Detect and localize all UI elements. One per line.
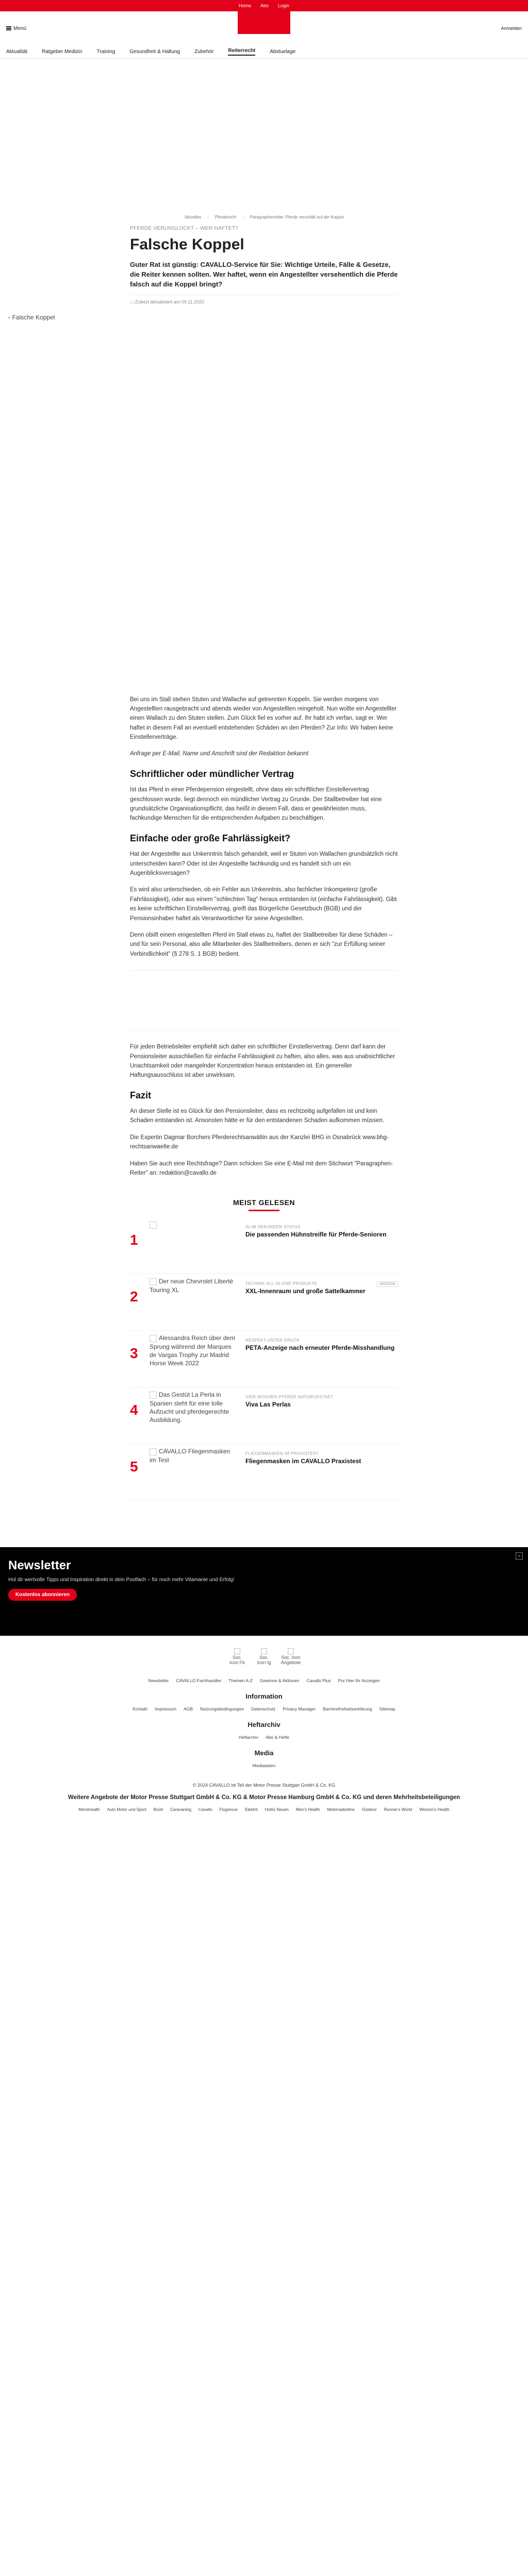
most-read-item[interactable] [130, 1334, 398, 1387]
body-paragraph: Für jeden Betriebsleiter empfiehlt sich daher ein schriftlicher Einstellervertrag. Denn darf kann der Pensionsleiter ausschließen für einfache Fahrlässigkeit zu haften, also alles, was aus unabsichtlicher Unachtsamkeit oder mangelnder Konzentration heraus entstanden ist. Ein genereller Haftungsausschluss ist aber unwirksam. [130, 1044, 395, 1079]
section-heading: Einfache oder große Fahrlässigkeit? [130, 833, 291, 843]
breadcrumb-separator: › [207, 214, 209, 219]
newsletter-subtitle: Hol dir wertvolle Tipps und Inspiration direkt in dein Postfach – für noch mehr Vitamanie und Erfolg! [8, 1577, 235, 1583]
footer-media-links [0, 1763, 528, 1768]
footer-link[interactable]: Barrierefreiheitserklärung [323, 1706, 372, 1712]
offer-link[interactable]: Women's Health [419, 1807, 450, 1812]
top-utility-bar [0, 0, 528, 11]
footer-link[interactable]: Kontakt [133, 1706, 148, 1712]
image-placeholder-icon [150, 1392, 157, 1399]
site-header [0, 11, 528, 45]
offer-link[interactable]: Runner's World [384, 1807, 412, 1812]
offer-link[interactable]: Men's Health [295, 1807, 320, 1812]
body-paragraph: Es wird also unterschieden, ob ein Fehler aus Unkenntnis, also fachlicher Inkompetenz (große Fahrlässigkeit), oder aus einem "schlechten Tag" heraus entstanden ist (einfache Fahrlässigkeit). Gibt es keine schriftlichen Einstellervertrag, greift das Bürgerliche Gesetzbuch (BGB) und der Pensionsinhaber haftet als Verantwortlicher für seine Angestellten. [130, 887, 397, 922]
footer-link[interactable]: CAVALLO Fachhandler [176, 1678, 222, 1684]
most-read-title: MEIST GELESEN [233, 1198, 295, 1207]
ad-slot-inline [130, 970, 398, 1031]
ad-slot-top [0, 59, 528, 213]
article-kicker: PFERDE VERUNGLÜCKT – WER HAFTET? [130, 226, 238, 231]
footer-link[interactable]: Newsletter [148, 1678, 169, 1684]
menu-button[interactable] [6, 26, 26, 31]
nav-item-abstuelage[interactable]: Abstuelage [270, 49, 296, 55]
most-read-thumbnail: CAVALLO Fliegenmasken im Test [150, 1448, 230, 1464]
most-read-section [130, 1198, 398, 1501]
offer-link[interactable]: Caravaning [170, 1807, 191, 1812]
body-paragraph: An dieser Stelle ist es Glück für den Pensionsleiter, dass es rechtzeitig aufgefallen ist und kein Schaden entstanden ist. Ansonsten hätte er für den entstandenen Schaden aufkommen müssen. [130, 1108, 384, 1124]
body-paragraph: Ist das Pferd in einer Pferdepension eingestellt, ohne dass ein schriftlicher Einstellervertrag geschlossen wurde, liegt dennoch ein mündlicher Vertrag zu Grunde. Der Stallbetreiber hat eine grundsätzliche Organisationspflicht, das heißt in diesem Fall, dass er gewährleisten muss, fachkundige Menschen für die entsprechenden Aufgaben zu beschäftigen. [130, 787, 382, 822]
footer-link[interactable]: Sitemap [379, 1706, 395, 1712]
most-read-kicker: FLIEGENMASKEN IM PRAXISTEST [245, 1451, 319, 1456]
footer-archive-title: Heftarchiv [248, 1721, 280, 1729]
footer-link[interactable]: Datenschutz [251, 1706, 276, 1712]
most-read-underline [249, 1210, 279, 1211]
footer-media-title: Media [254, 1749, 274, 1757]
most-read-thumbnail: Der neue Chevrolet Liberté Touring XL [150, 1278, 234, 1294]
topbar-link-abo[interactable]: Abo [260, 3, 269, 8]
offer-link[interactable]: Auto Motor und Sport [107, 1807, 146, 1812]
offers-icon[interactable]: Soc. Icon Angebote [283, 1648, 299, 1672]
section-heading: Schriftlicher oder mündlicher Vertrag [130, 768, 294, 779]
article-header [130, 226, 398, 310]
nav-item-training[interactable]: Training [96, 49, 116, 55]
hero-image [0, 314, 528, 695]
nav-item-reiterrecht[interactable]: Reiterrecht [228, 48, 255, 56]
nav-item-ratgeber-medizin[interactable]: Ratgeber Medizin [42, 49, 82, 55]
breadcrumb-item[interactable]: Pferderecht [214, 214, 237, 219]
article-date: ▢ Zuletzt aktualisiert am 09.11.2020 [130, 295, 398, 310]
page-bottom-whitespace [0, 1812, 528, 2576]
social-links [0, 1648, 528, 1672]
footer-link[interactable]: AGB [184, 1706, 193, 1712]
most-read-item[interactable] [130, 1221, 398, 1274]
ad-tag: ANZEIGE [377, 1281, 398, 1287]
footer-link[interactable]: Privacy Manager [283, 1706, 316, 1712]
hamburger-icon [6, 26, 11, 30]
footer-link[interactable]: Themen A-Z [228, 1678, 253, 1684]
footer-link[interactable]: Gewinne & Aktionen [259, 1678, 300, 1684]
nav-item-aktualitaet[interactable]: Aktualität [6, 49, 28, 55]
body-paragraph: Denn obiift einem eingestellten Pferd im Stall etwas zu, haftet der Stallbetreiber für diese Schäden – und für sein Personal, also alle Mitarbeiter des Stallbetreibers, denen er sich "zur Erfüllung seiner Verbindlichkeit" (§ 278 S. 1 BGB) bedient. [130, 931, 392, 957]
most-read-kicker: VIER WOCHEN PFERDE NATURGESTAET [245, 1395, 334, 1400]
offer-link[interactable]: Hottix Neuen [265, 1807, 289, 1812]
section-heading: Fazit [130, 1090, 152, 1100]
most-read-kicker: TECHNIK ALL-IN-ONE PRODUKTE [245, 1281, 318, 1286]
image-placeholder-icon [150, 1448, 157, 1455]
most-read-rank: 5 [130, 1459, 138, 1475]
most-read-thumbnail: Das Gestüt La Perla in Spanien steht für eine tolle Aufzucht und pferdegerechte Ausbildung. [150, 1391, 229, 1423]
footer-link[interactable]: Impressum [155, 1706, 177, 1712]
more-offers-links [0, 1807, 528, 1812]
most-read-headline: Die passenden Hühnstreifle für Pferde-Senioren [245, 1231, 387, 1239]
offer-link[interactable]: Menshealth [78, 1807, 100, 1812]
offer-link[interactable]: Motorradonline [327, 1807, 355, 1812]
footer-link[interactable]: Cavallo Plus [306, 1678, 331, 1684]
most-read-headline: PETA-Anzeige nach erneuter Pferde-Misshandlung [245, 1344, 395, 1352]
most-read-kicker: IN 48 SEKUNDEN STATUS [245, 1225, 301, 1230]
footer-primary-links [0, 1678, 528, 1683]
main-navigation [0, 45, 528, 59]
breadcrumb-current: Paragraphenreiter: Pferde verunfallt auf der Koppel [250, 214, 344, 219]
most-read-thumbnail [150, 1221, 237, 1267]
newsletter-subscribe-button[interactable]: Kostenlos abonnieren [8, 1589, 77, 1601]
body-paragraph: Haben Sie auch eine Rechtsfrage? Dann schicken Sie eine E-Mail mit dem Stichwort "Paragraphen-Reiter" an: redaktion@cavallo.de [130, 1160, 393, 1177]
offer-link[interactable]: Flugrevue [219, 1807, 238, 1812]
most-read-rank: 3 [130, 1345, 138, 1362]
login-link[interactable]: Anmelden [501, 26, 522, 31]
most-read-headline: XXL-Innenraum und große Sattelkammer [245, 1287, 366, 1295]
most-read-item[interactable] [130, 1447, 398, 1501]
most-read-headline: Viva Las Perlas [245, 1401, 291, 1409]
body-paragraph: Bei uns im Stall stehen Stuten und Wallache auf getrennten Koppeln. Sie werden morgens von Angestellten rausgebracht und abends wieder von Angestellten reingeholt. Nun wollte ein Angestellter einen Wallach zu den Stuten stellen. Zum Glück fiel es vorher auf. Ihr habt ich verfan, sagt er. Wer haftet in diesem Fall an eventuell entstehenden Schäden an den Pferden? Zur Info: Wir haben keine Einstellerverträge. [130, 696, 397, 741]
footer-link[interactable]: Nutzungsbedingungen [200, 1706, 244, 1712]
body-paragraph: Hat der Angestellte aus Unkenntnis falsch gehandelt, weil er Stuten von Wallachen grundsätzlich nicht unterscheiden kann? Oder ist der Angestellte fachkundig und es handelt sich um ein Augenblicksversagen? [130, 851, 398, 876]
most-read-rank: 4 [130, 1402, 138, 1418]
instagram-icon[interactable]: Soc. Icon Ig [256, 1648, 272, 1672]
article-body [130, 695, 398, 1178]
image-placeholder-icon [150, 1222, 157, 1229]
footer-archive-links [0, 1735, 528, 1740]
body-note: Anfrage per E-Mail, Name und Anschrift sind der Redaktion bekannt [130, 751, 309, 757]
nav-item-gesundheit[interactable]: Gesundheit & Haltung [129, 49, 180, 55]
offer-link[interactable]: Bootl [153, 1807, 163, 1812]
copyright: © 2024 CAVALLO ist Teil der Motor Presse Stuttgart GmbH & Co. KG [192, 1783, 336, 1788]
most-read-headline: Fliegenmasken im CAVALLO Praxistest [245, 1458, 361, 1465]
offer-link[interactable]: Outdoor [361, 1807, 377, 1812]
more-offers-title: Weitere Angebote der Motor Presse Stuttgart GmbH & Co. KG & Motor Presse Hamburg GmbH & Co. KG und deren Mehrheitsbeteiligungen [68, 1794, 460, 1801]
facebook-icon[interactable]: Soc. Icon Fb [229, 1648, 245, 1672]
menu-label: Menü [13, 25, 27, 31]
footer-link[interactable]: Heftarchiv [238, 1735, 259, 1740]
hero-image-alt: ▫ Falsche Koppel [8, 313, 55, 321]
close-icon[interactable]: ✕ [516, 1552, 523, 1560]
most-read-item[interactable] [130, 1277, 398, 1331]
breadcrumb-item[interactable]: Aktuelles [184, 214, 202, 219]
article-teaser: Guter Rat ist günstig: CAVALLO-Service für Sie: Wichtige Urteile, Fälle & Gesetze, die Reiter kennen sollten. Wer haftet, wenn ein Angestellter versehentlich die Pferde falsch auf die Koppel bringt? [130, 261, 398, 288]
footer-link[interactable]: Pur Hier Ihr Anzeigen [338, 1678, 380, 1684]
footer-info-title: Information [245, 1692, 283, 1701]
topbar-link-home[interactable]: Home [238, 3, 251, 8]
offer-link[interactable]: Elektrit [245, 1807, 258, 1812]
newsletter-banner [0, 1547, 528, 1636]
topbar-link-login[interactable]: Login [278, 3, 290, 8]
footer-info-links [0, 1706, 528, 1711]
offer-link[interactable]: Cavallo [198, 1807, 212, 1812]
body-paragraph: Die Expertin Dagmar Borchers Pferderechtsanwältin aus der Kanzlei BHG in Osnabrück www.bhg-rechtsanwaelte.de [130, 1134, 389, 1150]
most-read-kicker: RESPEKT UNTER DRUCK [245, 1338, 300, 1343]
most-read-item[interactable] [130, 1391, 398, 1444]
footer-link[interactable]: Abo & Hefte [266, 1735, 290, 1740]
image-placeholder-icon [150, 1278, 157, 1285]
footer-link[interactable]: Mediadaten [252, 1763, 276, 1769]
newsletter-title: Newsletter [8, 1558, 71, 1573]
most-read-rank: 1 [130, 1232, 138, 1248]
most-read-rank: 2 [130, 1289, 138, 1305]
nav-item-zubehoer[interactable]: Zubehör [194, 49, 214, 55]
page-title: Falsche Koppel [130, 236, 244, 253]
breadcrumb [0, 213, 528, 221]
image-placeholder-icon [150, 1335, 157, 1342]
site-logo[interactable] [238, 11, 290, 34]
breadcrumb-separator: › [242, 214, 244, 219]
most-read-thumbnail: Alessandra Reich über dem Sprung während der Marques de Vargas Trophy zur Madrid Horse Week 2022 [150, 1334, 236, 1367]
